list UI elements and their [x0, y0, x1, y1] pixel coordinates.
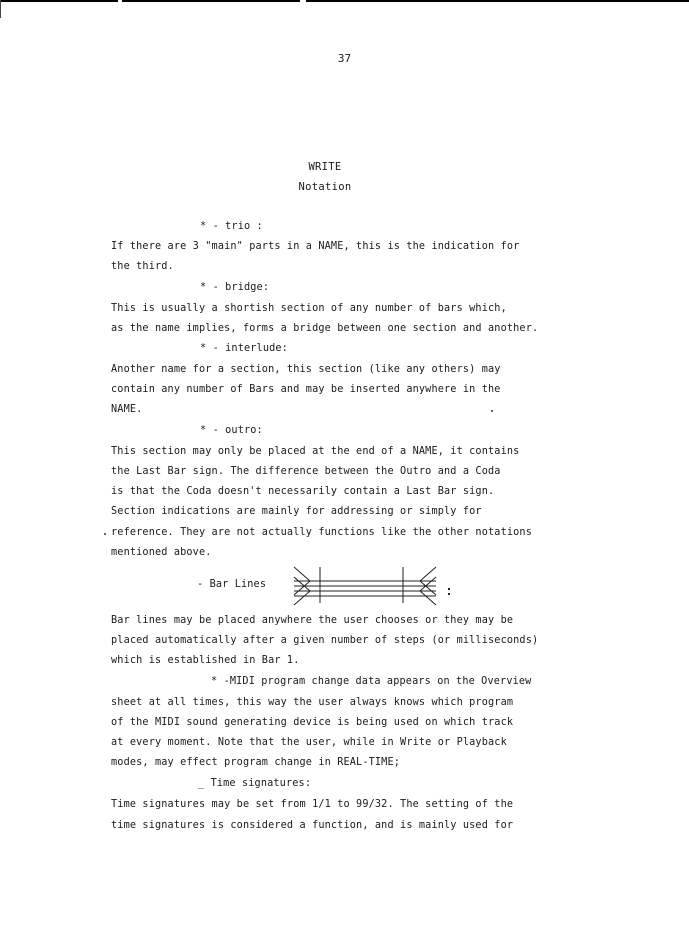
interlude-line: contain any number of Bars and may be inserted anywhere in the [111, 384, 501, 395]
bar-lines-line: which is established in Bar 1. [111, 655, 300, 666]
page-subtitle: Notation [298, 181, 352, 193]
bar-lines-diagram [288, 563, 458, 609]
bar-lines-heading: - Bar Lines [197, 579, 267, 590]
time-signatures-line: Time signatures may be set from 1/1 to 99/32. The setting of the [111, 799, 514, 810]
interlude-line: Another name for a section, this section (like any others) may [111, 364, 501, 375]
outro-line: mentioned above. [111, 547, 212, 558]
top-edge-rule [0, 0, 689, 2]
bar-lines-line: Bar lines may be placed anywhere the user chooses or they may be [111, 615, 514, 626]
trio-heading: * - trio : [200, 221, 263, 232]
bridge-line: This is usually a shortish section of any number of bars which, [111, 303, 507, 314]
outro-line: is that the Coda doesn't necessarily contain a Last Bar sign. [111, 486, 495, 497]
bridge-line: as the name implies, forms a bridge between one section and another. [111, 323, 539, 334]
time-signatures-heading: _ Time signatures: [198, 778, 312, 789]
midi-line: sheet at all times, this way the user always knows which program [111, 697, 514, 708]
interlude-line: NAME. [111, 404, 143, 415]
page-title: WRITE [308, 161, 342, 173]
midi-line: at every moment. Note that the user, while in Write or Playback [111, 737, 507, 748]
top-edge-gap [300, 0, 306, 3]
bridge-heading: * - bridge: [200, 282, 270, 293]
trio-line: If there are 3 "main" parts in a NAME, this is the indication for [111, 241, 520, 252]
paper-speck [104, 533, 106, 535]
outro-line: reference. They are not actually functions like the other notations [111, 527, 532, 538]
page-number: 37 [337, 52, 352, 65]
outro-heading: * - outro: [200, 425, 263, 436]
midi-line: of the MIDI sound generating device is being used on which track [111, 717, 514, 728]
midi-line: modes, may effect program change in REAL-TIME; [111, 757, 401, 768]
time-signatures-line: time signatures is considered a function, and is mainly used for [111, 820, 514, 831]
paper-speck [491, 410, 493, 412]
outro-line: Section indications are mainly for addressing or simply for [111, 506, 482, 517]
left-edge-mark [0, 0, 1, 18]
interlude-heading: * - interlude: [200, 343, 288, 354]
top-edge-gap [118, 0, 122, 3]
outro-line: This section may only be placed at the end of a NAME, it contains [111, 446, 520, 457]
trio-line: the third. [111, 261, 174, 272]
bar-lines-dot [448, 588, 450, 590]
bar-lines-line: placed automatically after a given number of steps (or milliseconds) [111, 635, 539, 646]
bar-lines-dot [448, 593, 450, 595]
outro-line: the Last Bar sign. The difference between the Outro and a Coda [111, 466, 501, 477]
midi-heading: * -MIDI program change data appears on the Overview [211, 676, 532, 687]
